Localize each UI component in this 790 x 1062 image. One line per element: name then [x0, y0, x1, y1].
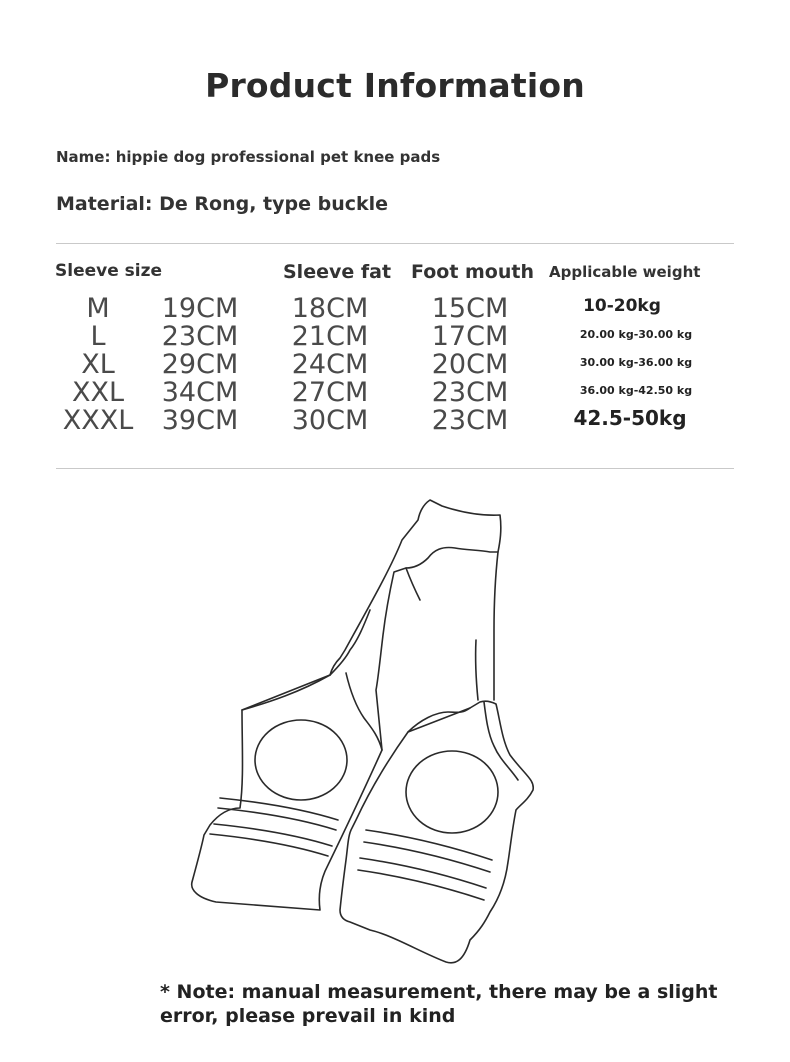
cell-length: 39CM — [161, 405, 239, 436]
measurement-note: * Note: manual measurement, there may be a slight error, please prevail in kind — [160, 981, 718, 1027]
cell-length: 29CM — [161, 349, 239, 380]
left-knee-circle — [255, 720, 347, 800]
cell-size: XXL — [71, 377, 125, 408]
cell-weight: 30.00 kg-36.00 kg — [579, 356, 693, 369]
cell-foot-mouth: 23CM — [431, 377, 509, 408]
knee-pads-illustration — [180, 490, 550, 970]
cell-sleeve-fat: 27CM — [291, 377, 369, 408]
cell-sleeve-fat: 24CM — [291, 349, 369, 380]
product-name: Name: hippie dog professional pet knee pads — [56, 148, 441, 166]
cell-foot-mouth: 23CM — [431, 405, 509, 436]
cell-size: L — [90, 321, 106, 352]
cell-size: XXXL — [62, 405, 134, 436]
cell-weight: 10-20kg — [583, 296, 661, 316]
cell-weight: 42.5-50kg — [573, 406, 687, 430]
cell-length: 34CM — [161, 377, 239, 408]
cell-sleeve-fat: 21CM — [291, 321, 369, 352]
header-sleeve-size: Sleeve size — [55, 261, 163, 281]
right-stripe — [358, 870, 484, 900]
header-foot-mouth: Foot mouth — [411, 261, 534, 283]
page-title: Product Information — [205, 66, 585, 105]
cell-size: M — [86, 293, 110, 324]
right-knee-circle — [406, 751, 498, 833]
cell-size: XL — [81, 349, 115, 380]
right-stripe — [364, 842, 490, 872]
cell-length: 23CM — [161, 321, 239, 352]
cell-weight: 20.00 kg-30.00 kg — [579, 328, 693, 341]
cell-sleeve-fat: 18CM — [291, 293, 369, 324]
top-divider — [56, 243, 734, 244]
right-pad-outline — [340, 701, 533, 963]
left-stripe — [210, 834, 328, 856]
cell-length: 19CM — [161, 293, 239, 324]
cell-sleeve-fat: 30CM — [291, 405, 369, 436]
cell-foot-mouth: 17CM — [431, 321, 509, 352]
header-applicable-weight: Applicable weight — [549, 263, 701, 281]
cell-weight: 36.00 kg-42.50 kg — [579, 384, 693, 397]
bottom-divider — [56, 468, 734, 469]
cell-foot-mouth: 15CM — [431, 293, 509, 324]
cell-foot-mouth: 20CM — [431, 349, 509, 380]
product-material: Material: De Rong, type buckle — [56, 193, 389, 215]
header-sleeve-fat: Sleeve fat — [283, 261, 392, 283]
